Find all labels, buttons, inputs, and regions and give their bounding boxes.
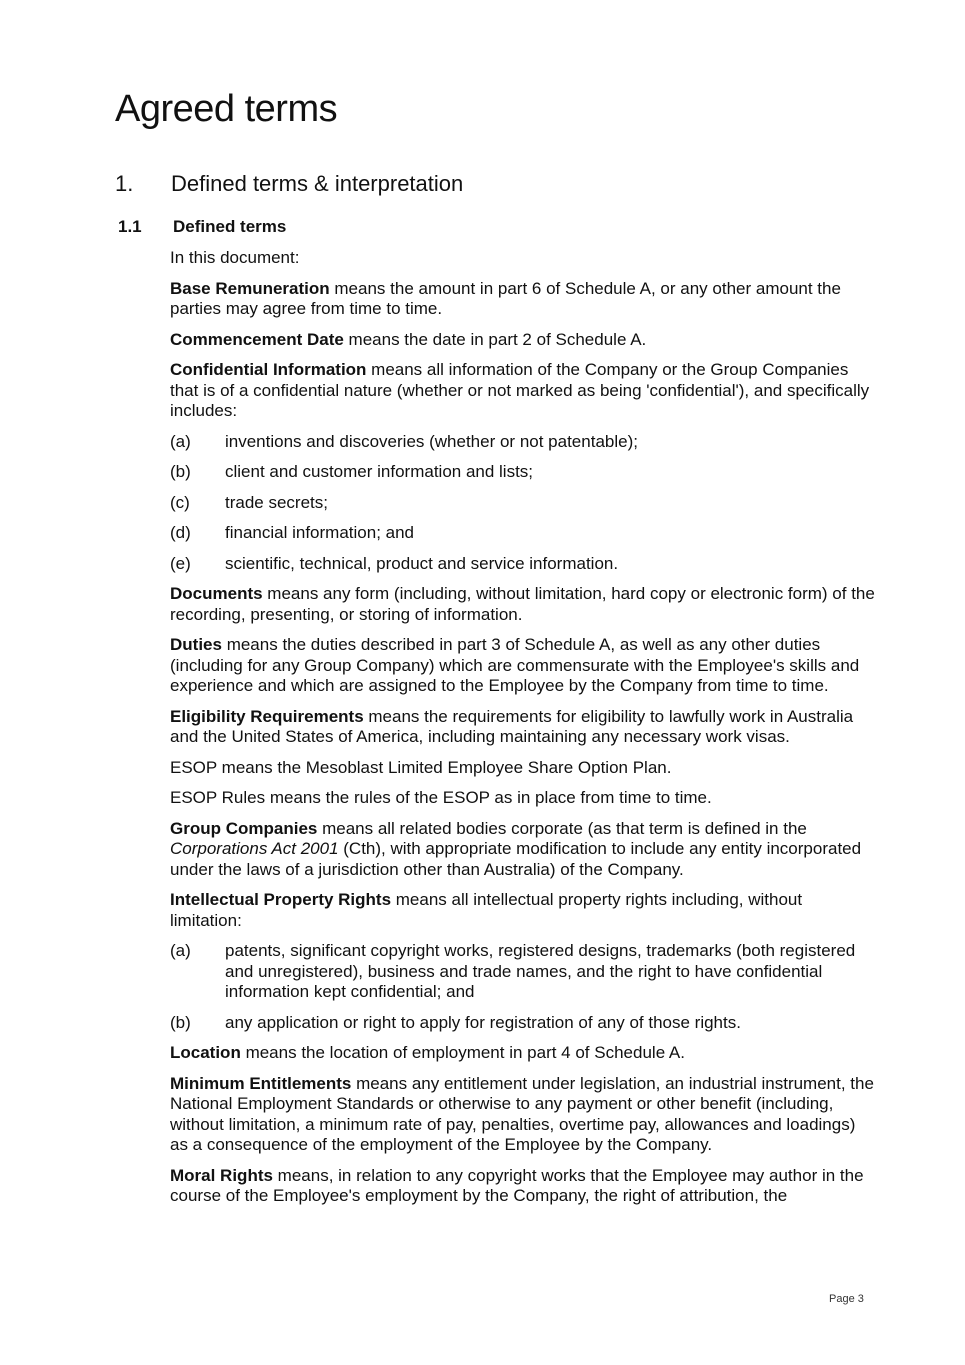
definition-text: means all intellectual property rights including, without limitation: bbox=[170, 890, 803, 930]
definition-term: Moral Rights bbox=[170, 1165, 273, 1185]
page-title: Agreed terms bbox=[115, 88, 338, 130]
list-item-text: any application or right to apply for registration of any of those rights. bbox=[225, 1012, 741, 1032]
list-item-text: client and customer information and lists; bbox=[225, 462, 534, 481]
list-item bbox=[170, 462, 878, 483]
definition-esop-rules: ESOP Rules means the rules of the ESOP as in place from time to time. bbox=[170, 788, 712, 807]
act-title: Corporations Act 2001 bbox=[170, 839, 339, 858]
definition-term: Confidential Information bbox=[170, 360, 367, 379]
definition-group-companies bbox=[170, 819, 878, 881]
list-item-label: (d) bbox=[170, 523, 191, 542]
definition-commencement-date bbox=[170, 330, 878, 351]
definition-esop: ESOP means the Mesoblast Limited Employee Share Option Plan. bbox=[170, 757, 672, 777]
definition-location bbox=[170, 1043, 878, 1064]
definition-text: means the duties described in part 3 of Schedule A, as well as any other duties (including for any Group Company) which are commensurate with the Employee's skills and experience and which are assigned to the Employee by the Company from time to time. bbox=[170, 635, 860, 695]
list-item bbox=[170, 493, 878, 514]
ip-rights-list bbox=[170, 941, 878, 1033]
subsection-heading bbox=[118, 217, 286, 237]
list-item-label: (a) bbox=[170, 941, 191, 960]
definition-text: means the date in part 2 of Schedule A. bbox=[343, 329, 647, 349]
list-item-text: trade secrets; bbox=[225, 492, 328, 512]
list-item bbox=[170, 941, 878, 1003]
definition-text: (Cth), with appropriate modification to include any entity incorporated under the laws of a jurisdiction other than Australia) of the Company. bbox=[170, 839, 862, 879]
definition-text: means any entitlement under legislation, an industrial instrument, the National Employment Standards or otherwise to any payment or other benefit (including, without limitation, a minimum rate of pay, penalties, overtime pay, allowances and loadings) as a consequence of the employment of the Employee by the Company. bbox=[170, 1073, 874, 1154]
definition-term: Documents bbox=[170, 584, 263, 603]
subsection-number: 1.1 bbox=[118, 217, 142, 236]
intro-text: In this document: bbox=[170, 248, 300, 267]
list-item-label: (b) bbox=[170, 1012, 191, 1032]
section-heading bbox=[115, 171, 463, 197]
list-item-text: inventions and discoveries (whether or not patentable); bbox=[225, 431, 638, 451]
list-item bbox=[170, 554, 878, 575]
definition-term: Location bbox=[170, 1043, 241, 1062]
definition-term: Eligibility Requirements bbox=[170, 706, 364, 726]
definition-text: means the amount in part 6 of Schedule A, or any other amount the parties may agree from time to time. bbox=[170, 278, 841, 318]
definition-text: means all related bodies corporate (as that term is defined in the bbox=[317, 818, 807, 838]
definitions-body bbox=[170, 248, 878, 1217]
list-item-text: patents, significant copyright works, registered designs, trademarks (both registered and unregistered), business and trade names, and the right to have confidential information kept confidential; and bbox=[225, 941, 856, 1001]
list-item-label: (b) bbox=[170, 462, 191, 481]
list-item bbox=[170, 523, 878, 544]
definition-text: means all information of the Company or the Group Companies that is of a confidential nature (whether or not marked as being 'confidential'), and specifically includes: bbox=[170, 360, 870, 420]
list-item bbox=[170, 1013, 878, 1034]
definition-term: Group Companies bbox=[170, 818, 318, 838]
definition-text: means the requirements for eligibility to lawfully work in Australia and the United States of America, including maintaining any necessary work visas. bbox=[170, 706, 854, 746]
definition-term: Duties bbox=[170, 635, 222, 654]
definition-text: means, in relation to any copyright works that the Employee may author in the course of the Employee's employment by the Company, the right of attribution, the bbox=[170, 1165, 864, 1205]
definition-term: Base Remuneration bbox=[170, 278, 330, 298]
definition-term: Commencement Date bbox=[170, 329, 344, 349]
list-item-label: (a) bbox=[170, 431, 191, 451]
definition-base-remuneration bbox=[170, 279, 878, 320]
subsection-title: Defined terms bbox=[173, 217, 287, 236]
definition-term: Minimum Entitlements bbox=[170, 1073, 352, 1093]
list-item-label: (e) bbox=[170, 553, 191, 573]
list-item-label: (c) bbox=[170, 492, 190, 512]
list-item-text: scientific, technical, product and service information. bbox=[225, 553, 619, 573]
definition-term: Intellectual Property Rights bbox=[170, 890, 392, 909]
definition-minimum-entitlements bbox=[170, 1074, 878, 1156]
definition-duties bbox=[170, 635, 878, 697]
definition-documents bbox=[170, 584, 878, 625]
definition-intellectual-property-rights bbox=[170, 890, 878, 931]
section-number: 1. bbox=[115, 171, 134, 196]
page-number: Page 3 bbox=[829, 1293, 864, 1305]
definition-eligibility-requirements bbox=[170, 707, 878, 748]
list-item-text: financial information; and bbox=[225, 523, 415, 542]
confidential-information-list bbox=[170, 432, 878, 575]
definition-moral-rights bbox=[170, 1166, 878, 1207]
definition-confidential-information bbox=[170, 360, 878, 422]
definition-text: means any form (including, without limitation, hard copy or electronic form) of the recording, presenting, or storing of information. bbox=[170, 584, 875, 624]
section-title: Defined terms & interpretation bbox=[171, 171, 464, 196]
list-item bbox=[170, 432, 878, 453]
definition-text: means the location of employment in part 4 of Schedule A. bbox=[240, 1043, 685, 1062]
